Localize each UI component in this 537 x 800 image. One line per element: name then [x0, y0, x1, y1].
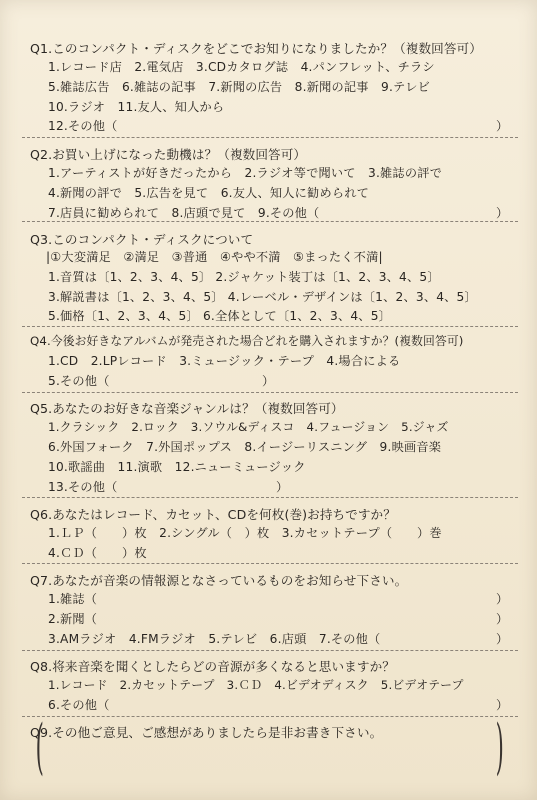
q4-other-close: ）: [262, 374, 275, 388]
divider: [22, 716, 518, 717]
q3-items-line3: 5.価格〔1、2、3、4、5〕 6.全体として〔1、2、3、4、5〕: [48, 309, 392, 323]
q3-items-line1: 1.音質は〔1、2、3、4、5〕 2.ジャケット装丁は〔1、2、3、4、5〕: [48, 270, 440, 284]
q4-title: Q4.今後お好きなアルバムが発売された場合どれを購入されますか？(複数回答可): [30, 334, 464, 348]
divider: [22, 221, 518, 222]
q1-title: Q1.このコンパクト・ディスクをどこでお知りになりましたか？（複数回答可）: [30, 41, 482, 56]
q1-options-line1: 1.レコード店 2.電気店 3.CDカタログ誌 4.パンフレット、チラシ: [48, 60, 435, 74]
divider: [22, 137, 518, 138]
q5-options-line2: 6.外国フォーク 7.外国ポップス 8.イージーリスニング 9.映画音楽: [48, 440, 442, 454]
q5-options-line1: 1.クラシック 2.ロック 3.ソウル&ディスコ 4.フュージョン 5.ジャズ: [48, 420, 449, 434]
q5-title: Q5.あなたのお好きな音楽ジャンルは？（複数回答可）: [30, 401, 344, 416]
q7-magazine: 1.雑誌（: [48, 592, 98, 606]
q2-other-close: ）: [496, 206, 509, 220]
divider: [22, 563, 518, 564]
divider: [22, 497, 518, 498]
q7-options-line3: 3.AMラジオ 4.FMラジオ 5.テレビ 6.店頭 7.その他（: [48, 632, 381, 646]
q7-title: Q7.あなたが音楽の情報源となさっているものをお知らせ下さい。: [30, 573, 408, 588]
q3-rating-scale: |①大変満足 ②満足 ③普通 ④やや不満 ⑤まったく不満|: [46, 250, 383, 264]
q6-options-line2: 4.ＣＤ（ ）枚: [48, 546, 147, 560]
q9-title: Q9.その他ご意見、ご感想がありましたら是非お書き下さい。: [30, 725, 383, 740]
q8-options-line1: 1.レコード 2.カセットテープ 3.ＣＤ 4.ビデオディスク 5.ビデオテープ: [48, 678, 464, 692]
q4-other: 5.その他（: [48, 374, 110, 388]
q1-options-line3: 10.ラジオ 11.友人、知人から: [48, 100, 225, 114]
q2-title: Q2.お買い上げになった動機は？（複数回答可）: [30, 147, 307, 162]
q4-options-line1: 1.CD 2.LPレコード 3.ミュージック・テープ 4.場合による: [48, 354, 401, 368]
q1-other: 12.その他（: [48, 119, 118, 133]
q5-other-close: ）: [276, 480, 289, 494]
q1-options-line2: 5.雑誌広告 6.雑誌の記事 7.新聞の広告 8.新聞の記事 9.テレビ: [48, 80, 430, 94]
q2-options-line2: 4.新聞の評で 5.広告を見て 6.友人、知人に勧められて: [48, 186, 369, 200]
q1-other-close: ）: [496, 119, 509, 133]
q5-options-line3: 10.歌謡曲 11.演歌 12.ニューミュージック: [48, 460, 306, 474]
q7-newspaper-close: ）: [496, 612, 509, 626]
q8-other-close: ）: [496, 698, 509, 712]
q7-newspaper: 2.新聞（: [48, 612, 98, 626]
q8-other: 6.その他（: [48, 698, 110, 712]
q3-items-line2: 3.解説書は〔1、2、3、4、5〕 4.レーベル・デザインは〔1、2、3、4、5〕: [48, 290, 477, 304]
q6-options-line1: 1.ＬＰ（ ）枚 2.シングル（ ）枚 3.カセットテープ（ ）巻: [48, 526, 442, 540]
q9-close-paren: ): [495, 712, 504, 782]
divider: [22, 650, 518, 651]
q9-open-paren: (: [35, 712, 44, 782]
q6-title: Q6.あなたはレコード、カセット、CDを何枚(巻)お持ちですか？: [30, 507, 396, 522]
q7-magazine-close: ）: [496, 592, 509, 606]
divider: [22, 392, 518, 393]
q7-other-close: ）: [496, 632, 509, 646]
q3-title: Q3.このコンパクト・ディスクについて: [30, 232, 254, 247]
q8-title: Q8.将来音楽を聞くとしたらどの音源が多くなると思いますか？: [30, 659, 395, 674]
q2-options-line3: 7.店員に勧められて 8.店頭で見て 9.その他（: [48, 206, 320, 220]
divider: [22, 326, 518, 327]
q5-other: 13.その他（: [48, 480, 118, 494]
q2-options-line1: 1.アーティストが好きだったから 2.ラジオ等で聞いて 3.雑誌の評で: [48, 166, 442, 180]
q9-comment-area[interactable]: [56, 742, 486, 782]
